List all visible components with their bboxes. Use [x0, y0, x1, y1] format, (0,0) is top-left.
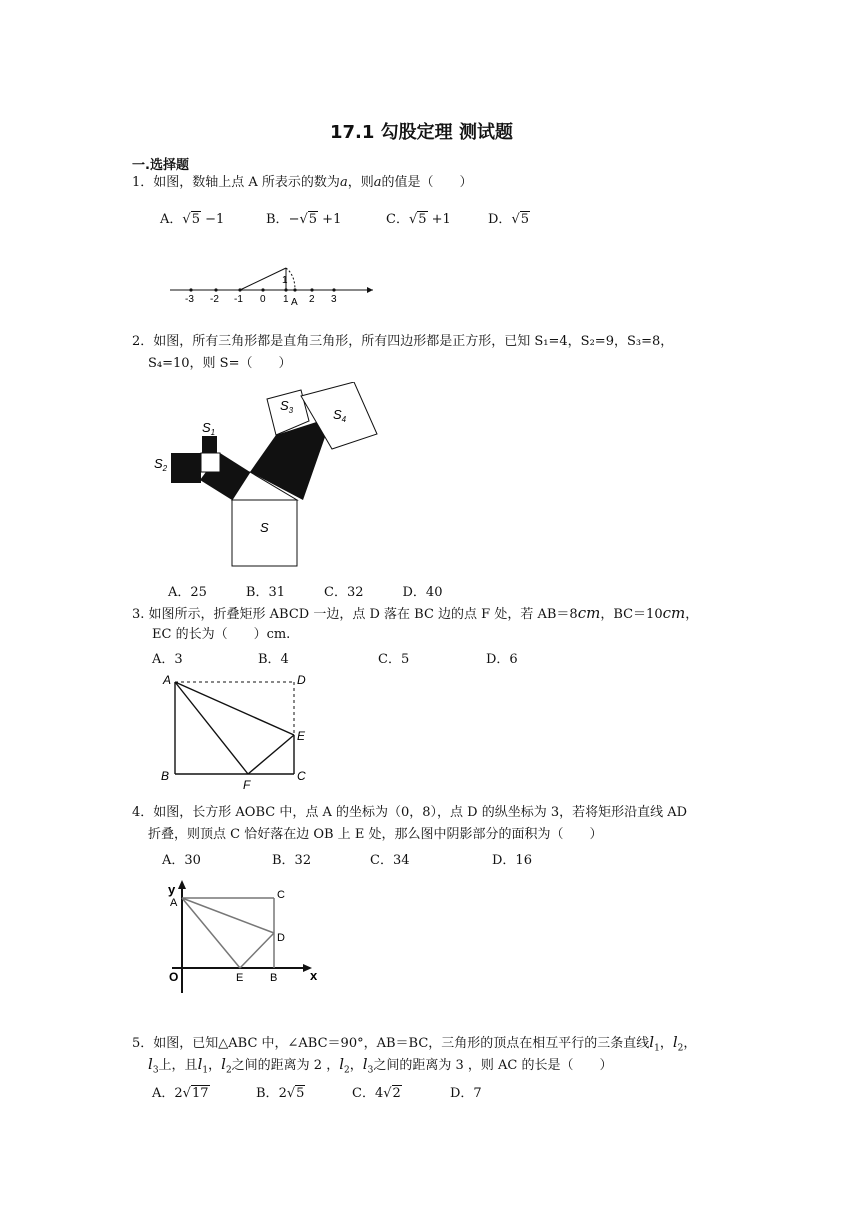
segment-af [175, 682, 248, 774]
question-1-stem: 1．如图，数轴上点 A 所表示的数为a，则a的值是（ ） [132, 175, 473, 190]
unit-label: 1 [282, 275, 288, 286]
fold-line-ae [175, 682, 294, 735]
coordinate-fold-figure [160, 878, 330, 998]
label-e: E [297, 729, 306, 743]
q4-option-a: A．30 [162, 853, 201, 868]
tick-neg2: -2 [210, 294, 219, 305]
label-s1: $S_1$ [202, 420, 216, 437]
q1-option-c: C．√5 +1 [386, 212, 451, 227]
label-f: F [243, 778, 251, 792]
q1-option-a: A．√5 −1 [160, 212, 225, 227]
q1-option-d: D．√5 [488, 212, 530, 227]
number-line-figure [165, 245, 380, 305]
segment-ed [240, 933, 274, 968]
hypotenuse-line [240, 268, 286, 290]
segment-fe [248, 735, 294, 774]
tick-0: 0 [260, 294, 266, 305]
square-s1 [202, 436, 217, 453]
square-s2 [171, 453, 201, 483]
question-5-line-2: $l_3$上，且$l_1$，$l_2$之间的距离为 2 ，$l_2$，$l_3$之间的距离为 3 ，则 AC 的长是（ ） [148, 1055, 613, 1076]
question-3-line-1: 3. 如图所示，折叠矩形 ABCD 一边，点 D 落在 BC 边的点 F 处，若 AB＝8cm，BC＝10cm， [132, 604, 699, 622]
label-d: D [277, 932, 285, 944]
q5-option-a: A．2√17 [152, 1086, 209, 1101]
label-a: A [170, 897, 178, 909]
label-s: S [260, 520, 269, 535]
q3-option-c: C．5 [378, 652, 410, 667]
question-4-line-1: 4．如图，长方形 AOBC 中，点 A 的坐标为（0，8），点 D 的纵坐标为 3，若将矩形沿直线 AD [132, 805, 688, 820]
q1-option-b: B．−√5 +1 [266, 212, 342, 227]
tick-1: 1 [283, 294, 289, 305]
pythagoras-tree-figure [150, 382, 390, 572]
tick-neg1: -1 [234, 294, 243, 305]
q2-options: A．25 B．31 C．32 D．40 [168, 585, 443, 600]
q3-option-b: B．4 [258, 652, 289, 667]
q3-option-d: D．6 [486, 652, 518, 667]
q5-option-c: C．4√2 [352, 1086, 401, 1101]
label-s4: $S_4$ [333, 407, 347, 424]
tick-neg3: -3 [185, 294, 194, 305]
label-a: A [163, 673, 172, 687]
q5-option-d: D．7 [450, 1086, 482, 1101]
page-title: 17.1 勾股定理 测试题 [330, 122, 513, 143]
section-heading: 一.选择题 [132, 158, 189, 173]
tick-2: 2 [309, 294, 315, 305]
label-s2: $S_2$ [154, 456, 168, 473]
question-3-line-2: EC 的长为（ ）cm. [152, 627, 291, 642]
label-d: D [297, 673, 306, 687]
label-x: x [310, 968, 318, 983]
label-e: E [236, 972, 244, 984]
question-5-line-1: 5．如图，已知△ABC 中，∠ABC＝90°，AB＝BC，三角形的顶点在相互平行的三条直线$l_1$，$l_2$， [132, 1033, 697, 1054]
q4-option-b: B．32 [272, 853, 312, 868]
point-a-label: A [291, 297, 298, 305]
label-s3: $S_3$ [280, 398, 294, 415]
q4-option-c: C．34 [370, 853, 410, 868]
question-4-line-2: 折叠，则顶点 C 恰好落在边 OB 上 E 处，那么图中阴影部分的面积为（ ） [148, 827, 603, 842]
q3-option-a: A．3 [152, 652, 183, 667]
axis-arrow [367, 287, 373, 293]
question-2-line-2: S₄=10，则 S=（ ） [148, 356, 292, 371]
question-2-line-1: 2．如图，所有三角形都是直角三角形，所有四边形都是正方形，已知 S₁=4，S₂=9，S₃=8， [132, 334, 674, 349]
label-c: C [277, 889, 285, 901]
label-c: C [297, 769, 306, 783]
y-axis-arrow [178, 880, 186, 889]
tick-3: 3 [331, 294, 337, 305]
label-o: O [169, 970, 179, 984]
folded-rectangle-figure [155, 670, 325, 795]
label-y: y [168, 882, 176, 897]
small-white-square [201, 453, 220, 472]
q4-option-d: D．16 [492, 853, 532, 868]
label-b: B [270, 972, 278, 984]
q5-option-b: B．2√5 [256, 1086, 305, 1101]
label-b: B [161, 769, 170, 783]
